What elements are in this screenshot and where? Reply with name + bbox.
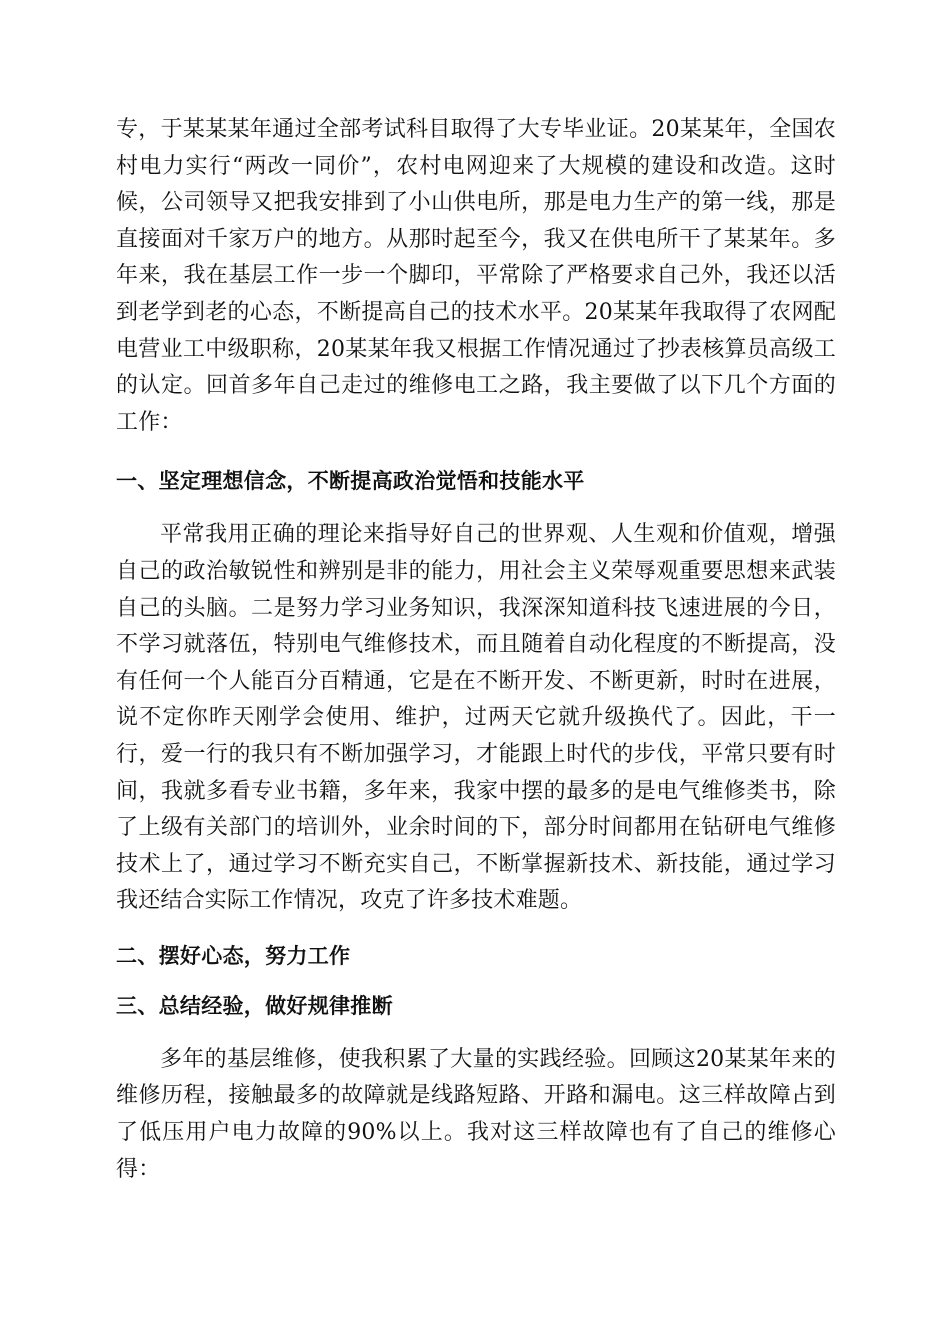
spacer [116, 499, 836, 517]
spacer [116, 920, 836, 938]
section-heading-3: 三、总结经验，做好规律推断 [116, 993, 393, 1018]
spacer [116, 974, 836, 988]
body-paragraph-3: 多年的基层维修，使我积累了大量的实践经验。回顾这20某某年来的维修历程，接触最多的故障就是线路短路、开路和漏电。这三样故障占到了低压用户电力故障的90%以上。我对这三样故障也有了自己的维修心得： [116, 1046, 836, 1182]
spacer [116, 1024, 836, 1042]
section-heading-2: 二、摆好心态，努力工作 [116, 943, 351, 968]
document-body [116, 112, 836, 1188]
body-paragraph-2: 平常我用正确的理论来指导好自己的世界观、人生观和价值观，增强自己的政治敏锐性和辨别是非的能力，用社会主义荣辱观重要思想来武装自己的头脑。二是努力学习业务知识，我深深知道科技飞速进展的今日，不学习就落伍，特别电气维修技术，而且随着自动化程度的不断提高，没有任何一个人能百分百精通，它是在不断开发、不断更新，时时在进展，说不定你昨天刚学会使用、维护，过两天它就升级换代了。因此，干一行，爱一行的我只有不断加强学习，才能跟上时代的步伐，平常只要有时间，我就多看专业书籍，多年来，我家中摆的最多的是电气维修类书，除了上级有关部门的培训外，业余时间的下，部分时间都用在钻研电气维修技术上了，通过学习不断充实自己，不断掌握新技术、新技能，通过学习我还结合实际工作情况，攻克了许多技术难题。 [116, 522, 836, 914]
section-heading-1: 一、坚定理想信念，不断提高政治觉悟和技能水平 [116, 469, 585, 494]
body-paragraph-1: 专，于某某某年通过全部考试科目取得了大专毕业证。20某某年，全国农村电力实行“两改一同价”，农村电网迎来了大规模的建设和改造。这时候，公司领导又把我安排到了小山供电所，那是电力生产的第一线，那是直接面对千家万户的地方。从那时起至今，我又在供电所干了某某年。多年来，我在基层工作一步一个脚印，平常除了严格要求自己外，我还以活到老学到老的心态，不断提高自己的技术水平。20某某年我取得了农网配电营业工中级职称，20某某年我又根据工作情况通过了抄表核算员高级工的认定。回首多年自己走过的维修电工之路，我主要做了以下几个方面的工作： [116, 117, 836, 435]
spacer [116, 441, 836, 463]
